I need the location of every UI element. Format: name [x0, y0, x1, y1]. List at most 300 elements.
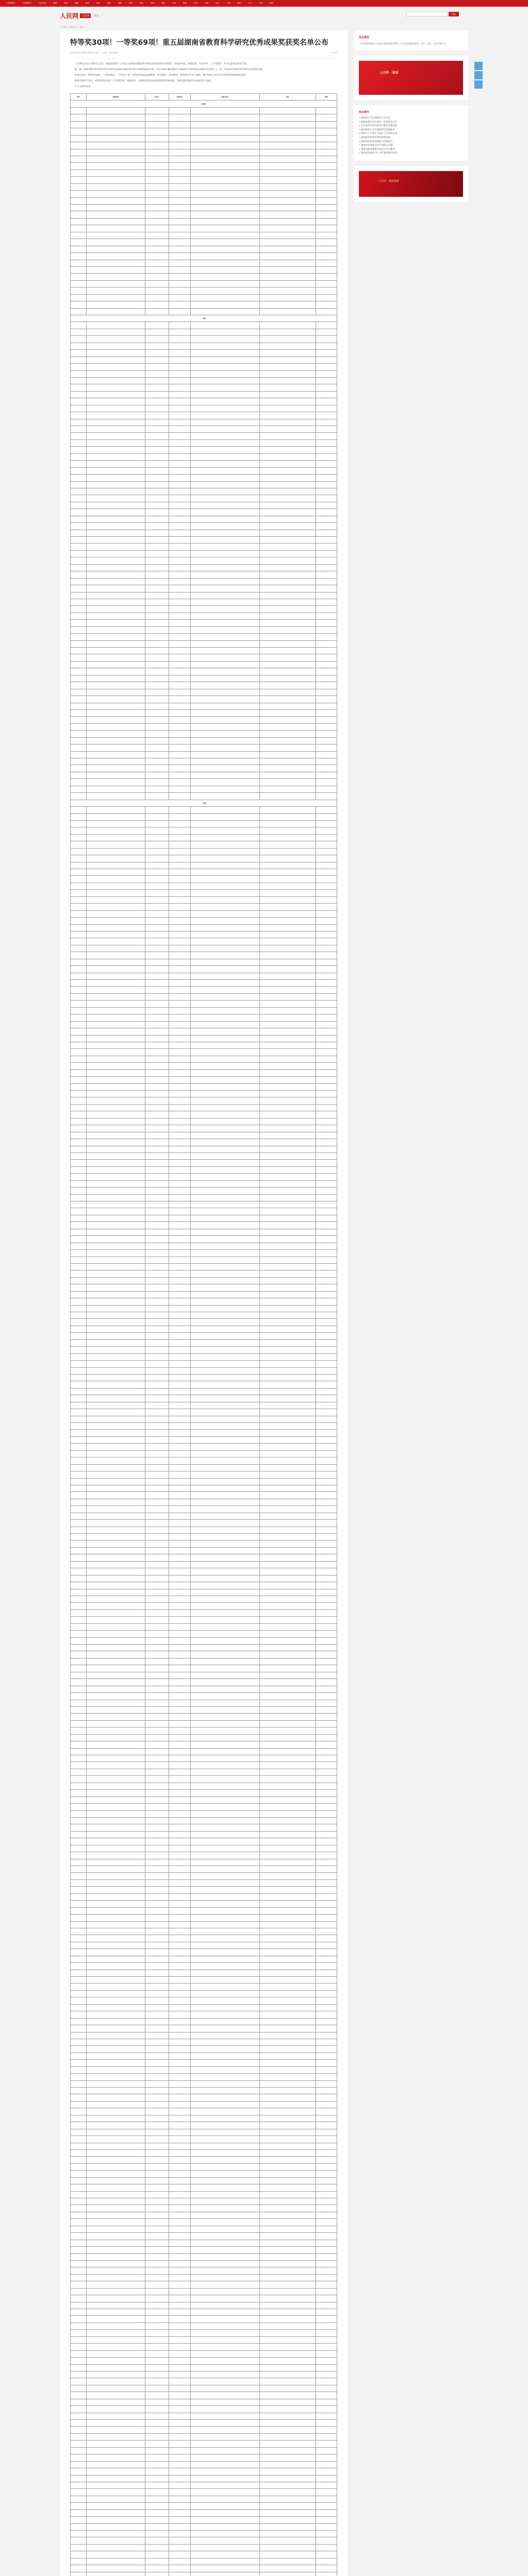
table-cell [169, 329, 190, 335]
table-cell [190, 287, 259, 294]
table-cell [169, 966, 190, 973]
table-cell [87, 2420, 145, 2427]
top-nav-item[interactable]: 观点 [86, 2, 89, 4]
table-cell [260, 1097, 316, 1104]
hot-list-item[interactable]: • 湖南乡村教师支持计划深入实施 [359, 144, 463, 148]
channel-name[interactable]: 教育 [94, 14, 100, 18]
table-cell [169, 461, 190, 467]
table-cell [71, 2267, 87, 2274]
table-cell [316, 1797, 337, 1803]
table-cell [169, 2226, 190, 2232]
table-row [71, 2032, 337, 2039]
table-cell [169, 1243, 190, 1249]
table-cell [316, 765, 337, 772]
table-cell [260, 1734, 316, 1741]
table-cell [87, 1693, 145, 1700]
table-row [71, 2413, 337, 2419]
table-cell [71, 973, 87, 979]
table-cell [190, 1838, 259, 1845]
table-cell [316, 1430, 337, 1436]
hot-list-item[interactable]: • 湖南高校科研创新能力持续提升 [359, 140, 463, 144]
table-cell [190, 461, 259, 467]
table-cell [145, 1672, 169, 1679]
table-cell [190, 938, 259, 945]
table-cell [71, 1478, 87, 1485]
float-top-icon[interactable] [474, 80, 483, 89]
hot-list [359, 116, 463, 156]
table-cell [260, 523, 316, 530]
table-cell [316, 1381, 337, 1388]
table-cell [316, 2454, 337, 2461]
table-row [71, 709, 337, 716]
search-input[interactable] [406, 12, 448, 16]
table-cell [169, 232, 190, 239]
table-cell [190, 2149, 259, 2156]
table-cell [71, 1831, 87, 1838]
table-cell [260, 2544, 316, 2551]
top-nav-item[interactable]: 地方 [96, 2, 100, 4]
table-cell [71, 170, 87, 176]
top-nav-item[interactable]: 体育 [161, 2, 165, 4]
table-cell [71, 703, 87, 709]
table-cell [145, 1291, 169, 1298]
table-cell [260, 1257, 316, 1263]
table-cell [169, 626, 190, 633]
promo-image[interactable] [359, 61, 463, 95]
table-cell [316, 1845, 337, 1852]
table-cell [87, 1222, 145, 1229]
table-cell [190, 966, 259, 973]
table-cell [190, 1416, 259, 1422]
table-cell [87, 550, 145, 557]
table-cell [71, 1970, 87, 1976]
table-cell [260, 1395, 316, 1402]
table-cell [145, 648, 169, 654]
table-cell [316, 114, 337, 121]
table-cell [190, 308, 259, 315]
table-row [71, 1063, 337, 1070]
font-size-toggle[interactable]: 小字号 [331, 52, 337, 54]
table-row [71, 1547, 337, 1554]
table-cell [316, 1277, 337, 1284]
table-cell [87, 2309, 145, 2316]
hot-list-item[interactable]: • 长沙多所学校开展劳动教育实践活动 [359, 124, 463, 128]
top-nav-item[interactable]: 游戏 [270, 2, 273, 4]
table-cell [169, 1049, 190, 1056]
table-cell [169, 1914, 190, 1921]
table-row [71, 557, 337, 564]
table-cell [190, 1312, 259, 1319]
table-row [71, 1997, 337, 2004]
table-row [71, 1284, 337, 1291]
table-cell [145, 640, 169, 647]
table-cell [169, 1485, 190, 1492]
table-row [71, 1783, 337, 1789]
table-cell [169, 841, 190, 848]
table-cell [260, 1478, 316, 1485]
table-cell [71, 2572, 87, 2576]
table-cell [190, 2531, 259, 2537]
hot-list-item[interactable]: • 湖南职业教育改革取得新进展 [359, 136, 463, 140]
table-cell [260, 2018, 316, 2025]
table-cell [169, 848, 190, 855]
table-cell [316, 1706, 337, 1713]
logo-text: 人民网 [60, 12, 79, 20]
table-cell [316, 807, 337, 814]
table-cell [145, 1319, 169, 1326]
table-cell [190, 918, 259, 924]
table-cell [145, 896, 169, 903]
table-cell [145, 751, 169, 758]
table-cell [145, 2288, 169, 2295]
table-cell [169, 357, 190, 363]
table-cell [145, 163, 169, 170]
table-cell [145, 731, 169, 737]
table-cell [145, 1049, 169, 1056]
table-cell [169, 1028, 190, 1035]
table-cell [169, 1769, 190, 1775]
table-row [71, 2115, 337, 2122]
table-cell [169, 370, 190, 377]
table-cell [316, 2039, 337, 2045]
table-cell [169, 1956, 190, 1962]
table-cell [190, 1672, 259, 1679]
table-cell [260, 910, 316, 917]
table-cell [316, 2226, 337, 2232]
table-cell [190, 260, 259, 266]
table-cell [260, 447, 316, 453]
hot-list-item[interactable]: • 湖南中小学落实“双减”工作成效显著 [359, 132, 463, 136]
table-cell [169, 1125, 190, 1132]
site-logo[interactable] [60, 11, 91, 20]
table-cell [71, 1291, 87, 1298]
table-cell [190, 2253, 259, 2260]
hot-list-item[interactable]: • 湖南高校毕业生就业工作推进会召开 [359, 121, 463, 125]
table-cell [260, 2136, 316, 2143]
table-cell [316, 1284, 337, 1291]
table-row [71, 2427, 337, 2433]
table-cell [87, 170, 145, 176]
table-cell [71, 966, 87, 973]
table-cell [145, 2129, 169, 2136]
table-cell [169, 703, 190, 709]
table-cell [71, 2385, 87, 2392]
side-banner[interactable] [359, 171, 463, 197]
table-cell [169, 1180, 190, 1187]
table-cell [87, 779, 145, 786]
table-cell [71, 1257, 87, 1263]
table-row [71, 1104, 337, 1111]
table-cell [260, 1693, 316, 1700]
hot-list-item[interactable]: • 湖南省教育系统开展党史学习教育 [359, 148, 463, 152]
table-cell [87, 1631, 145, 1637]
table-cell [87, 128, 145, 135]
table-cell [190, 2427, 259, 2433]
table-cell [87, 564, 145, 571]
table-cell [71, 156, 87, 162]
top-nav-item[interactable]: 人民网报刊 [22, 2, 31, 4]
top-nav-item[interactable]: 社会 [194, 2, 197, 4]
top-nav-item[interactable]: 人民网首页 [6, 2, 15, 4]
table-cell [169, 2330, 190, 2336]
table-row [71, 274, 337, 280]
table-cell [169, 1139, 190, 1146]
table-cell [169, 544, 190, 550]
table-cell [169, 1617, 190, 1623]
table-cell [190, 1617, 259, 1623]
table-cell [260, 1810, 316, 1817]
hot-list-item[interactable]: • 湖南教育厅发布最新招生政策解读 [359, 128, 463, 132]
table-cell [87, 585, 145, 592]
table-cell [260, 1153, 316, 1159]
top-nav-item[interactable]: 科技 [140, 2, 143, 4]
table-cell [71, 364, 87, 370]
top-nav-item[interactable]: 健康 [118, 2, 122, 4]
table-row [71, 1014, 337, 1021]
top-nav-item[interactable]: 旅游 [183, 2, 187, 4]
table-cell [71, 862, 87, 869]
table-cell [71, 1270, 87, 1277]
table-cell [145, 266, 169, 273]
table-row [71, 2240, 337, 2246]
table-cell [71, 1028, 87, 1035]
float-comment-icon[interactable] [474, 71, 483, 79]
table-cell [190, 107, 259, 114]
float-share-icon[interactable] [474, 62, 483, 70]
table-row [71, 2267, 337, 2274]
table-cell [190, 723, 259, 730]
top-nav-item[interactable]: 时政 [64, 2, 68, 4]
table-cell [87, 1478, 145, 1485]
table-cell [316, 2316, 337, 2323]
table-cell [260, 1201, 316, 1208]
article-title: 特等奖30项！一等奖69项！重五届湖南省教育科学研究优秀成果奖获奖名单公布 [70, 39, 328, 47]
table-cell [145, 1914, 169, 1921]
table-cell [87, 592, 145, 599]
side-banner-box[interactable] [354, 166, 468, 202]
table-cell [145, 869, 169, 876]
table-cell [71, 1824, 87, 1831]
table-row [71, 2358, 337, 2364]
table-cell [169, 1706, 190, 1713]
table-cell [71, 461, 87, 467]
table-cell [169, 751, 190, 758]
table-cell [71, 1464, 87, 1471]
top-nav-item[interactable]: 军事 [151, 2, 154, 4]
side-promo[interactable] [354, 56, 468, 100]
table-cell [87, 453, 145, 460]
table-cell [260, 2240, 316, 2246]
table-cell [316, 1374, 337, 1381]
table-cell [71, 1180, 87, 1187]
table-cell [260, 488, 316, 495]
table-cell [145, 128, 169, 135]
top-nav-item[interactable]: 文化 [172, 2, 176, 4]
table-cell [260, 1817, 316, 1824]
table-cell [87, 1706, 145, 1713]
table-cell [169, 2364, 190, 2371]
table-cell [87, 398, 145, 405]
table-cell [260, 1188, 316, 1194]
table-cell [71, 2517, 87, 2523]
top-nav-item[interactable]: 人事 [226, 2, 230, 4]
top-nav-item[interactable]: 国际 [75, 2, 78, 4]
table-row [71, 1042, 337, 1048]
table-cell [190, 862, 259, 869]
table-cell [145, 384, 169, 391]
table-cell [169, 205, 190, 211]
table-cell [87, 474, 145, 481]
table-cell [316, 1444, 337, 1450]
table-cell [169, 896, 190, 903]
table-cell [71, 2399, 87, 2405]
table-cell [87, 1589, 145, 1596]
table-cell [87, 2454, 145, 2461]
top-nav-item[interactable]: 环保 [205, 2, 208, 4]
table-cell [71, 2475, 87, 2482]
table-cell [190, 793, 259, 800]
table-row [71, 841, 337, 848]
table-row [71, 426, 337, 433]
table-row [71, 502, 337, 509]
table-cell [316, 959, 337, 965]
table-cell [169, 2060, 190, 2066]
table-cell [87, 2316, 145, 2323]
table-cell [190, 509, 259, 516]
table-cell [190, 183, 259, 190]
table-cell [190, 634, 259, 640]
table-cell [71, 737, 87, 744]
table-row [71, 516, 337, 522]
table-cell [169, 987, 190, 993]
table-cell [87, 1949, 145, 1956]
top-nav-item[interactable]: 人民日报 [39, 2, 46, 4]
table-cell [87, 1083, 145, 1090]
table-cell [316, 1291, 337, 1298]
table-cell [145, 2053, 169, 2059]
top-nav-item[interactable]: 访谈 [259, 2, 262, 4]
table-cell [260, 2184, 316, 2191]
table-cell [190, 1797, 259, 1803]
table-cell [316, 1561, 337, 1568]
table-cell [260, 2433, 316, 2440]
table-row [71, 2420, 337, 2427]
table-cell [260, 2101, 316, 2108]
table-cell [190, 357, 259, 363]
table-cell [145, 2309, 169, 2316]
top-nav-item[interactable]: 法治 [216, 2, 219, 4]
table-cell [71, 758, 87, 765]
table-cell [316, 1734, 337, 1741]
top-nav-item[interactable]: 要闻 [53, 2, 57, 4]
table-cell [190, 453, 259, 460]
table-cell [169, 114, 190, 121]
table-cell [145, 2094, 169, 2101]
table-cell [71, 2233, 87, 2240]
table-cell [169, 2496, 190, 2502]
table-cell [87, 308, 145, 315]
table-cell [145, 1139, 169, 1146]
table-cell [190, 377, 259, 384]
table-cell [87, 1970, 145, 1976]
table-cell [316, 211, 337, 218]
table-cell [145, 2364, 169, 2371]
table-cell [316, 1755, 337, 1762]
table-cell [316, 1492, 337, 1499]
table-cell [71, 1727, 87, 1734]
top-nav-item[interactable]: 财经 [107, 2, 111, 4]
top-nav-item[interactable]: 教育 [129, 2, 133, 4]
table-header-cell: 主要完成人 [190, 94, 259, 100]
table-row [71, 2523, 337, 2530]
table-cell [71, 426, 87, 433]
table-cell [87, 1166, 145, 1173]
table-cell [316, 1063, 337, 1070]
table-cell [87, 1935, 145, 1942]
table-cell [145, 1042, 169, 1048]
table-cell [169, 2413, 190, 2419]
search-button[interactable]: 搜索 [449, 12, 459, 16]
table-cell [169, 509, 190, 516]
table-cell [71, 1547, 87, 1554]
table-cell [260, 274, 316, 280]
table-cell [87, 786, 145, 792]
hot-list-item[interactable]: • 湖南省召开全省教育工作会议 [359, 116, 463, 121]
article-paragraph: 据了解，湖南省教育科学研究优秀成果奖是湖南省教育科学研究领域的最高奖项，旨在表彰在教育理论与实践研究中取得突出成绩的单位和个人，进一步推动全省教育科学研究事业繁荣发展。 [74, 69, 265, 71]
table-cell [316, 2240, 337, 2246]
top-nav-item[interactable]: 政协 [237, 2, 241, 4]
table-cell [316, 744, 337, 751]
hot-list-item[interactable]: • 湖南高等教育“双一流”建设稳步推进 [359, 151, 463, 156]
table-cell [71, 2316, 87, 2323]
table-cell [190, 266, 259, 273]
table-cell [169, 1568, 190, 1575]
table-cell [316, 2219, 337, 2226]
table-cell [260, 1160, 316, 1166]
table-cell [145, 980, 169, 987]
table-cell [87, 648, 145, 654]
table-cell [87, 1326, 145, 1332]
table-cell [145, 807, 169, 814]
table-cell [145, 1097, 169, 1104]
table-cell [145, 1070, 169, 1076]
table-cell [71, 779, 87, 786]
table-cell [316, 2074, 337, 2080]
table-cell [169, 1741, 190, 1748]
table-cell [145, 191, 169, 197]
table-cell [87, 516, 145, 522]
table-row [71, 2129, 337, 2136]
table-cell [71, 2295, 87, 2302]
table-cell [316, 405, 337, 412]
table-cell [316, 689, 337, 696]
table-cell [145, 1083, 169, 1090]
table-cell [316, 2475, 337, 2482]
table-cell [87, 2053, 145, 2059]
table-cell [145, 1104, 169, 1111]
table-cell [145, 2032, 169, 2039]
table-cell [71, 993, 87, 1000]
table-cell [145, 2441, 169, 2447]
table-row [71, 1838, 337, 1845]
top-nav-item[interactable]: 人大 [248, 2, 252, 4]
table-cell [260, 1513, 316, 1519]
table-row [71, 481, 337, 488]
table-cell [169, 1672, 190, 1679]
table-row [71, 2392, 337, 2399]
table-cell [87, 2177, 145, 2184]
table-cell [190, 1852, 259, 1859]
